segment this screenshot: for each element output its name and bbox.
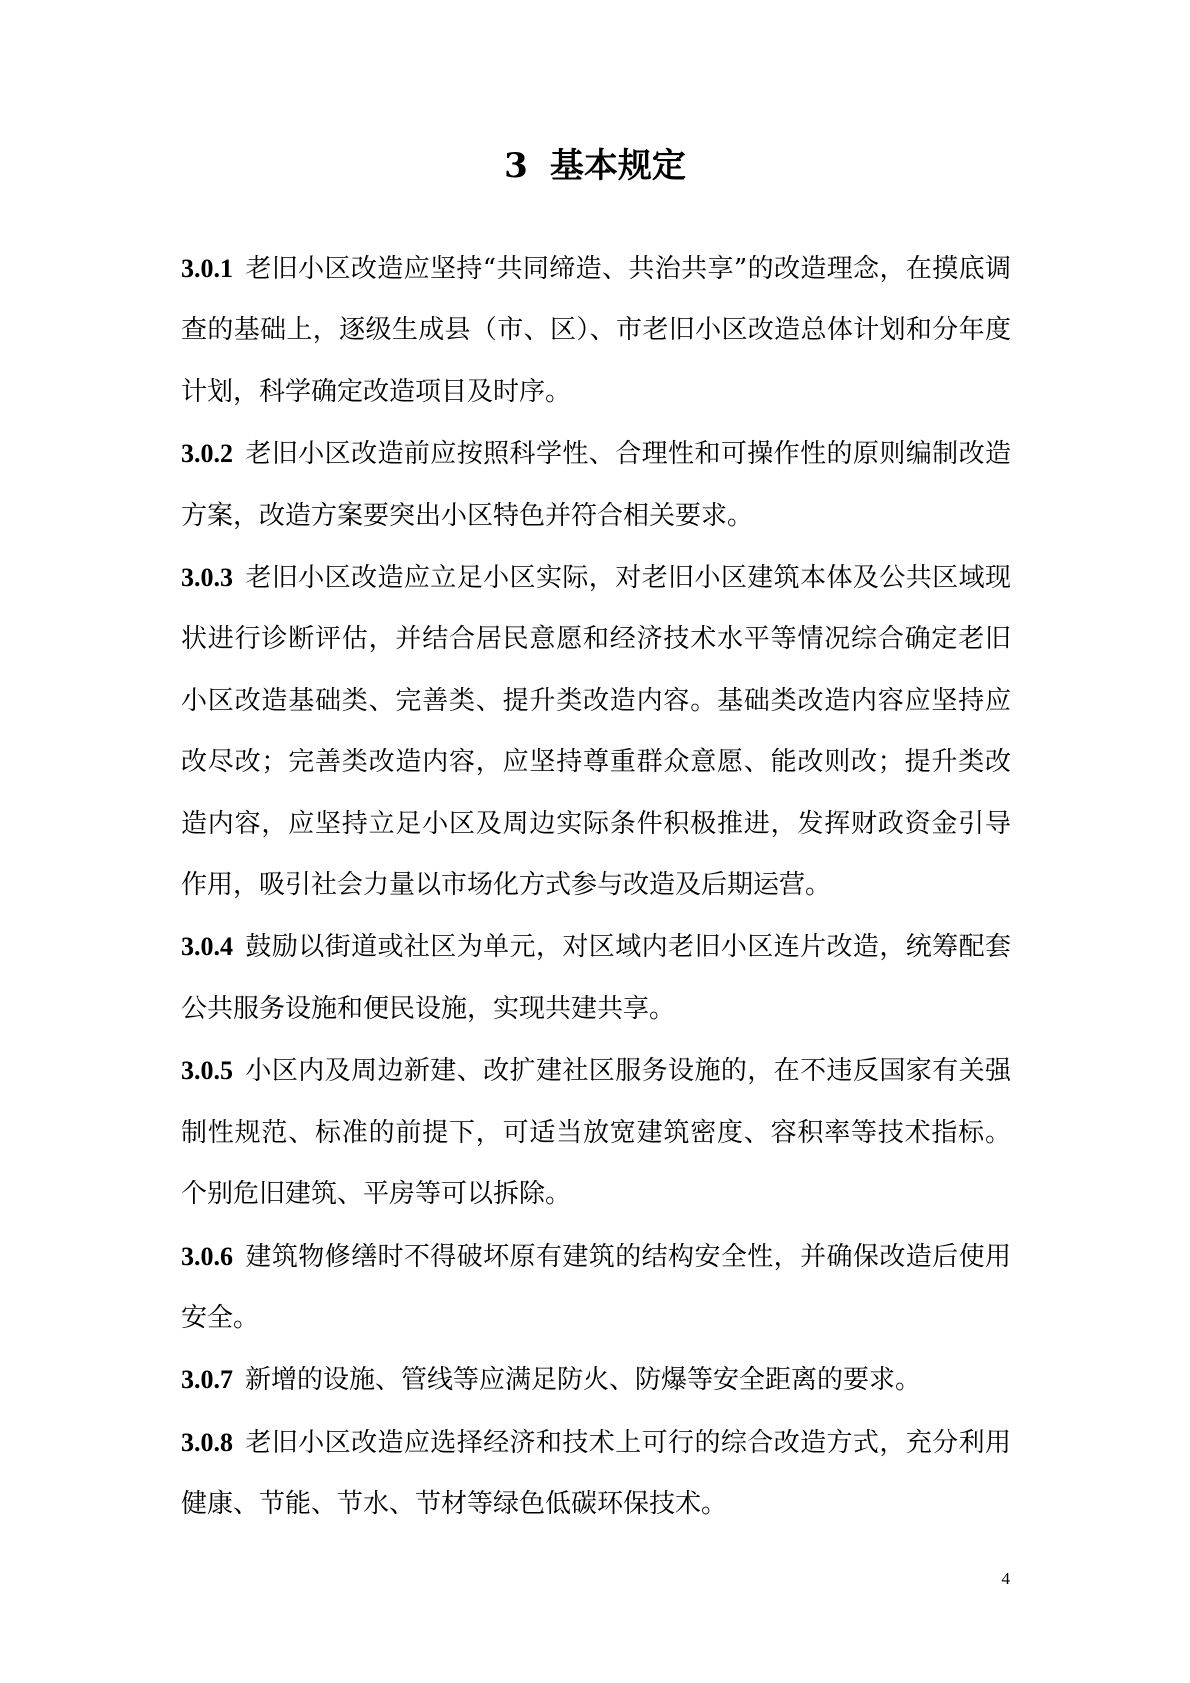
clause-3-0-7 bbox=[181, 1349, 1011, 1411]
clause-text: 小区内及周边新建、改扩建社区服务设施的，在不违反国家有关强制性规范、标准的前提下，可适当放宽建筑密度、容积率等技术指标。个别危旧建筑、平房等可以拆除。 bbox=[181, 1056, 1011, 1210]
clause-3-0-8 bbox=[181, 1412, 1011, 1536]
clause-number: 3.0.4 bbox=[181, 932, 233, 962]
clause-3-0-4 bbox=[181, 916, 1011, 1040]
clause-3-0-5 bbox=[181, 1040, 1011, 1225]
page-title bbox=[0, 138, 1190, 194]
clause-3-0-3 bbox=[181, 547, 1011, 916]
clause-text: 老旧小区改造前应按照科学性、合理性和可操作性的原则编制改造方案，改造方案要突出小区特色并符合相关要求。 bbox=[181, 439, 1011, 531]
chapter-title: 基本规定 bbox=[549, 146, 686, 186]
page-number: 4 bbox=[1001, 1569, 1010, 1588]
clause-3-0-2 bbox=[181, 423, 1011, 547]
clause-number: 3.0.2 bbox=[181, 439, 233, 469]
clause-3-0-6 bbox=[181, 1226, 1011, 1350]
clause-text: 老旧小区改造应立足小区实际，对老旧小区建筑本体及公共区域现状进行诊断评估，并结合居民意愿和经济技术水平等情况综合确定老旧小区改造基础类、完善类、提升类改造内容。基础类改造内容应坚持应改尽改；完善类改造内容，应坚持尊重群众意愿、能改则改；提升类改造内容，应坚持立足小区及周边实际条件积极推进，发挥财政资金引导作用，吸引社会力量以市场化方式参与改造及后期运营。 bbox=[181, 563, 1011, 901]
chapter-number: 3 bbox=[504, 146, 528, 186]
clause-text: 建筑物修缮时不得破坏原有建筑的结构安全性，并确保改造后使用安全。 bbox=[181, 1241, 1011, 1333]
clause-text: 老旧小区改造应选择经济和技术上可行的综合改造方式，充分利用健康、节能、节水、节材等绿色低碳环保技术。 bbox=[181, 1427, 1011, 1520]
clause-number: 3.0.5 bbox=[181, 1056, 233, 1086]
clause-number: 3.0.7 bbox=[181, 1365, 233, 1395]
clause-number: 3.0.3 bbox=[181, 563, 233, 593]
clause-text: 新增的设施、管线等应满足防火、防爆等安全距离的要求。 bbox=[245, 1365, 922, 1396]
clause-text: 老旧小区改造应坚持“共同缔造、共治共享”的改造理念，在摸底调查的基础上，逐级生成县（市、区）、市老旧小区改造总体计划和分年度计划，科学确定改造项目及时序。 bbox=[181, 254, 1011, 407]
clause-number: 3.0.8 bbox=[181, 1427, 233, 1457]
clause-list bbox=[181, 238, 1011, 1536]
clause-3-0-1 bbox=[181, 238, 1011, 423]
clause-number: 3.0.6 bbox=[181, 1241, 233, 1271]
clause-number: 3.0.1 bbox=[181, 254, 233, 283]
clause-text: 鼓励以街道或社区为单元，对区域内老旧小区连片改造，统筹配套公共服务设施和便民设施，实现共建共享。 bbox=[181, 932, 1011, 1024]
